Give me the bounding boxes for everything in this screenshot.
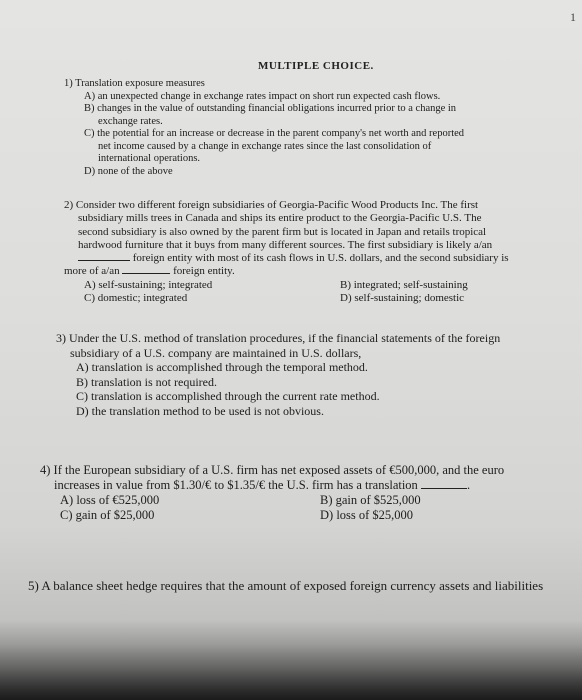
question-1 [64, 78, 464, 178]
question-2-stem-line: subsidiary mills trees in Canada and ships its entire product to the Georgia-Pacific U.S. The [78, 212, 482, 225]
question-1-option-c-cont: net income caused by a change in exchange rates since the last consolidation of [98, 140, 432, 152]
answer-blank [78, 260, 130, 261]
question-1-option-c: C) the potential for an increase or decrease in the parent company's net worth and reported [84, 128, 465, 139]
section-heading: MULTIPLE CHOICE. [258, 60, 374, 72]
question-2-stem-line: 2) Consider two different foreign subsidiaries of Georgia-Pacific Wood Products Inc. The first [64, 199, 479, 211]
question-1-option-a: A) an unexpected change in exchange rates impact on short run expected cash flows. [84, 90, 441, 102]
answer-blank [122, 273, 170, 274]
answer-blank [421, 488, 467, 489]
question-4-stem-line: 4) If the European subsidiary of a U.S. firm has net exposed assets of €500,000, and the euro [40, 463, 505, 477]
question-4 [40, 463, 504, 523]
question-2-stem-line: foreign entity with most of its cash flows in U.S. dollars, and the second subsidiary is [64, 252, 509, 265]
photo-shadow [0, 620, 582, 700]
question-2-stem-line: more of a/an foreign entity. [64, 265, 235, 278]
question-4-option-c: C) gain of $25,000 [60, 508, 155, 522]
question-3-option-a: A) translation is accomplished through the temporal method. [76, 360, 368, 374]
question-1-option-b: B) changes in the value of outstanding financial obligations incurred prior to a change in [84, 103, 457, 114]
question-3 [56, 331, 500, 418]
question-2-options [64, 279, 509, 306]
question-2-option-a: A) self-sustaining; integrated [84, 278, 213, 291]
question-3-option-c: C) translation is accomplished through the current rate method. [76, 389, 380, 403]
question-2-stem-line: second subsidiary is also owned by the parent firm but is located in Japan and retails tropical [78, 225, 487, 238]
question-2 [64, 199, 509, 305]
question-2-option-d: D) self-sustaining; domestic [340, 292, 465, 305]
question-2-option-c: C) domestic; integrated [84, 292, 188, 305]
question-2-stem-line: hardwood furniture that it buys from many different sources. The first subsidiary is likely a/an [78, 238, 493, 251]
page-number: 1 [570, 10, 576, 24]
question-1-option-b-cont: exchange rates. [98, 115, 163, 127]
question-3-option-b: B) translation is not required. [76, 374, 217, 389]
question-4-stem-line: increases in value from $1.30/€ to $1.35/€ the U.S. firm has a translation . [54, 478, 471, 492]
question-3-option-d: D) the translation method to be used is not obvious. [76, 403, 324, 418]
question-2-option-b: B) integrated; self-sustaining [340, 278, 468, 291]
question-4-option-d: D) loss of $25,000 [320, 508, 414, 522]
question-5 [28, 578, 543, 594]
question-1-stem: 1) Translation exposure measures [64, 78, 205, 89]
question-4-option-a: A) loss of €525,000 [60, 493, 160, 507]
question-4-option-b: B) gain of $525,000 [320, 493, 421, 507]
question-4-options [40, 493, 504, 523]
question-1-option-c-cont: international operations. [98, 153, 201, 164]
question-3-stem-line: 3) Under the U.S. method of translation procedures, if the financial statements of the foreign [56, 331, 501, 345]
question-5-stem-line: 5) A balance sheet hedge requires that the amount of exposed foreign currency assets and liabilities [28, 578, 544, 593]
question-3-stem-line: subsidiary of a U.S. company are maintained in U.S. dollars, [70, 345, 362, 360]
question-1-option-d: D) none of the above [84, 165, 173, 177]
